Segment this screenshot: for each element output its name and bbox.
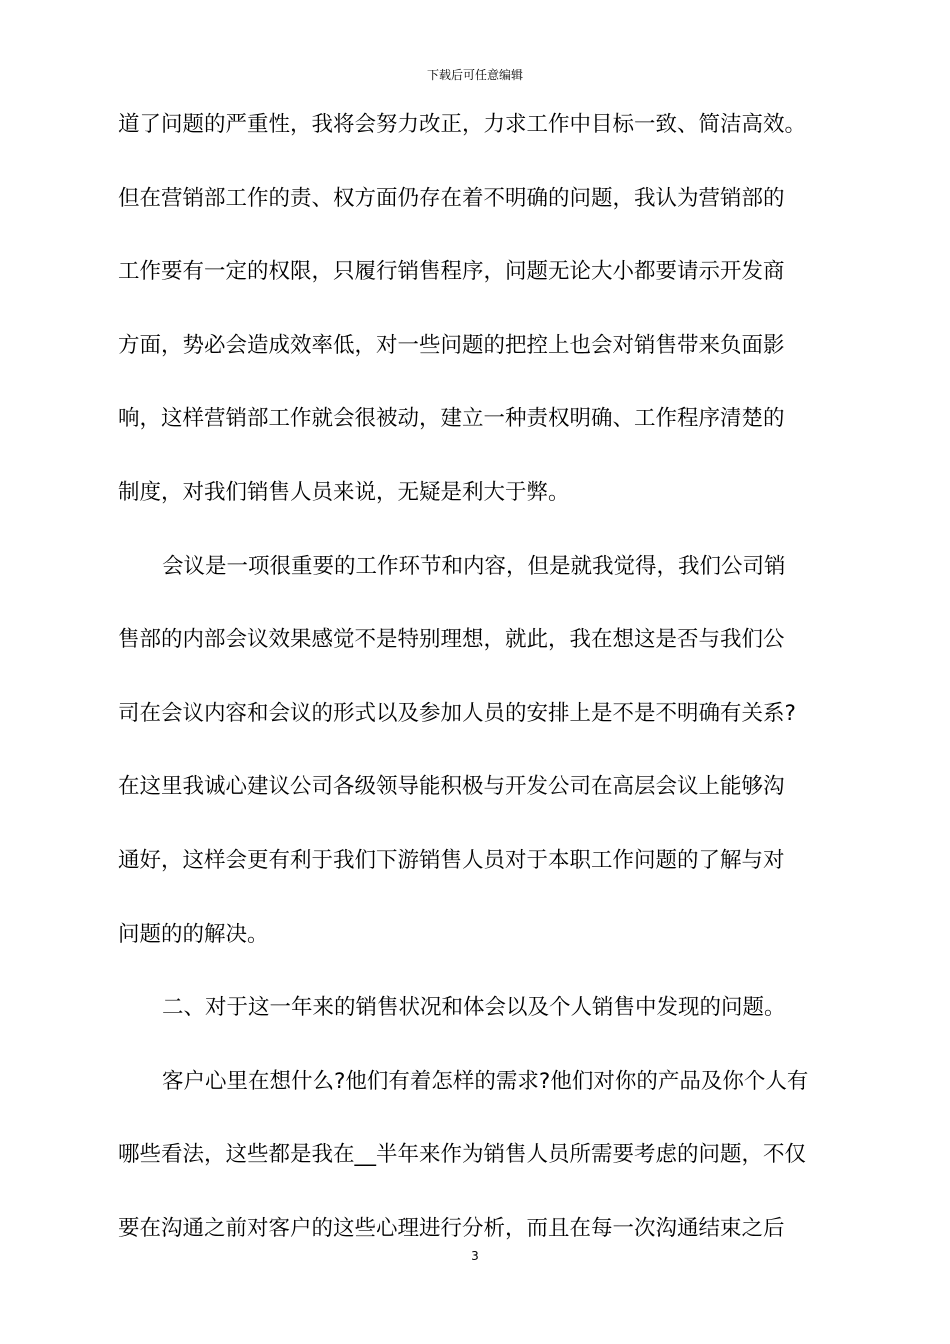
text-line: 要在沟通之前对客户的这些心理进行分析，而且在每一次沟通结束之后 bbox=[118, 1215, 785, 1241]
text-line: 但在营销部工作的责、权方面仍存在着不明确的问题，我认为营销部的 bbox=[118, 185, 785, 211]
text-line: 问题的的解决。 bbox=[118, 921, 269, 947]
text-line: 工作要有一定的权限，只履行销售程序，问题无论大小都要请示开发商 bbox=[118, 259, 785, 285]
text-line: 制度，对我们销售人员来说，无疑是利大于弊。 bbox=[118, 479, 570, 505]
text-line: 通好，这样会更有利于我们下游销售人员对于本职工作问题的了解与对 bbox=[118, 847, 785, 873]
text-line: 响，这样营销部工作就会很被动，建立一种责权明确、工作程序清楚的 bbox=[118, 406, 785, 432]
section-heading: 二、对于这一年来的销售状况和体会以及个人销售中发现的问题。 bbox=[162, 995, 786, 1021]
page-header: 下载后可任意编辑 bbox=[426, 68, 523, 82]
document-body bbox=[118, 105, 832, 1283]
page-number: 3 bbox=[471, 1249, 479, 1263]
text-line: 司在会议内容和会议的形式以及参加人员的安排上是不是不明确有关系? bbox=[118, 700, 796, 726]
text-line: 道了问题的严重性，我将会努力改正，力求工作中目标一致、简洁高效。 bbox=[118, 112, 807, 137]
text-line: 客户心里在想什么?他们有着怎样的需求?他们对你的产品及你个人有 bbox=[162, 1068, 809, 1094]
text-line: 会议是一项很重要的工作环节和内容，但是就我觉得，我们公司销 bbox=[162, 553, 786, 579]
text-line: 售部的内部会议效果感觉不是特别理想，就此，我在想这是否与我们公 bbox=[118, 627, 785, 653]
text-line: 哪些看法，这些都是我在__半年来作为销售人员所需要考虑的问题，不仅 bbox=[118, 1142, 807, 1168]
text-line: 方面，势必会造成效率低，对一些问题的把控上也会对销售带来负面影 bbox=[118, 332, 785, 358]
text-line: 在这里我诚心建议公司各级领导能积极与开发公司在高层会议上能够沟 bbox=[118, 774, 785, 800]
